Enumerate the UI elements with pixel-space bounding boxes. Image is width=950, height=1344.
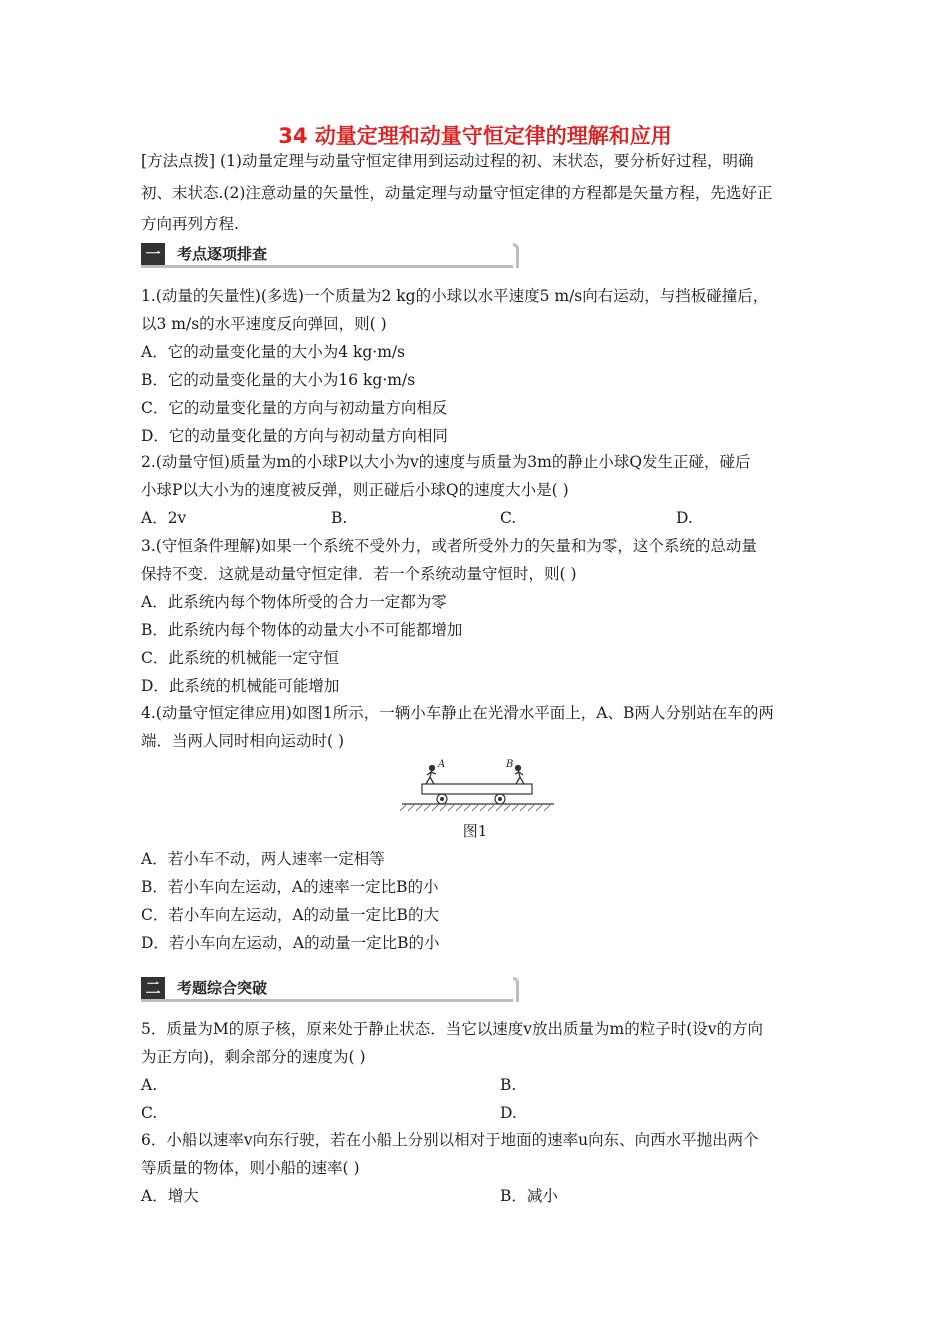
q1-stem-line-2: 以3 m/s的水平速度反向弹回，则( ) xyxy=(141,315,387,333)
section-underline xyxy=(141,999,513,1002)
q6-option-a: A．增大 xyxy=(141,1187,199,1205)
figure-caption: 图1 xyxy=(462,822,488,840)
section-corner xyxy=(513,977,519,1002)
q1-option-d: D．它的动量变化量的方向与初动量方向相同 xyxy=(141,427,448,445)
cart-figure xyxy=(400,758,556,814)
q3-option-c: C．此系统的机械能一定守恒 xyxy=(141,649,339,667)
q4-option-a: A．若小车不动，两人速率一定相等 xyxy=(141,850,385,868)
q4-option-c: C．若小车向左运动，A的动量一定比B的大 xyxy=(141,906,439,924)
q2-stem-line-1: 2.(动量守恒)质量为m的小球P以大小为v的速度与质量为3m的静止小球Q发生正碰，碰后 xyxy=(141,453,751,471)
q1-stem-line-1: 1.(动量的矢量性)(多选)一个质量为2 kg的小球以水平速度5 m/s向右运动，与挡板碰撞后， xyxy=(141,287,769,305)
section-label: 考点逐项排查 xyxy=(177,245,268,263)
q5-option-b: B. xyxy=(500,1076,517,1094)
q3-stem-line-2: 保持不变．这就是动量守恒定律．若一个系统动量守恒时，则( ) xyxy=(141,565,577,583)
q5-option-c: C. xyxy=(141,1104,158,1122)
section-underline xyxy=(141,265,513,268)
cart-diagram xyxy=(400,758,556,814)
q1-option-a: A．它的动量变化量的大小为4 kg·m/s xyxy=(141,343,406,361)
q1-option-c: C．它的动量变化量的方向与初动量方向相反 xyxy=(141,399,448,417)
q4-stem-line-2: 端．当两人同时相向运动时( ) xyxy=(141,732,345,750)
q4-option-d: D．若小车向左运动，A的动量一定比B的小 xyxy=(141,934,440,952)
q2-option-b: B. xyxy=(331,509,348,527)
q5-stem-line-1: 5．质量为M的原子核，原来处于静止状态．当它以速度v放出质量为m的粒子时(设v的方向 xyxy=(141,1020,763,1038)
q5-option-a: A. xyxy=(141,1076,158,1094)
q2-option-c: C. xyxy=(500,509,517,527)
q2-stem-line-2: 小球P以大小为的速度被反弹，则正碰后小球Q的速度大小是( ) xyxy=(141,481,569,499)
method-line-2: 初、末状态.(2)注意动量的矢量性，动量定理与动量守恒定律的方程都是矢量方程，先选好正 xyxy=(141,184,773,202)
section-header-1 xyxy=(141,243,519,267)
q5-option-d: D. xyxy=(500,1104,517,1122)
section-corner xyxy=(513,243,519,268)
method-line-3: 方向再列方程. xyxy=(141,215,239,233)
method-line-1: [方法点拨] (1)动量定理与动量守恒定律用到运动过程的初、末状态，要分析好过程，明确 xyxy=(141,152,754,170)
q2-option-d: D. xyxy=(676,509,693,527)
q3-option-b: B．此系统内每个物体的动量大小不可能都增加 xyxy=(141,621,463,639)
q5-stem-line-2: 为正方向)，剩余部分的速度为( ) xyxy=(141,1048,366,1066)
section-label: 考题综合突破 xyxy=(177,979,268,997)
q4-stem-line-1: 4.(动量守恒定律应用)如图1所示，一辆小车静止在光滑水平面上，A、B两人分别站在车的两 xyxy=(141,704,774,722)
q6-stem-line-2: 等质量的物体，则小船的速率( ) xyxy=(141,1159,360,1177)
q4-option-b: B．若小车向左运动，A的速率一定比B的小 xyxy=(141,878,439,896)
q1-option-b: B．它的动量变化量的大小为16 kg·m/s xyxy=(141,371,416,389)
figure-label-b: B xyxy=(506,759,514,770)
q6-stem-line-1: 6．小船以速率v向东行驶，若在小船上分别以相对于地面的速率u向东、向西水平抛出两个 xyxy=(141,1131,759,1149)
q3-option-a: A．此系统内每个物体所受的合力一定都为零 xyxy=(141,593,447,611)
q2-option-a: A．2v xyxy=(141,509,187,527)
q6-option-b: B．减小 xyxy=(500,1187,558,1205)
q3-stem-line-1: 3.(守恒条件理解)如果一个系统不受外力，或者所受外力的矢量和为零，这个系统的总动量 xyxy=(141,537,757,555)
section-number: 二 xyxy=(141,977,165,999)
section-number: 一 xyxy=(141,243,165,265)
q3-option-d: D．此系统的机械能可能增加 xyxy=(141,677,340,695)
page-title: 34 动量定理和动量守恒定律的理解和应用 xyxy=(278,124,672,148)
section-header-2 xyxy=(141,977,519,1001)
figure-label-a: A xyxy=(438,759,446,770)
